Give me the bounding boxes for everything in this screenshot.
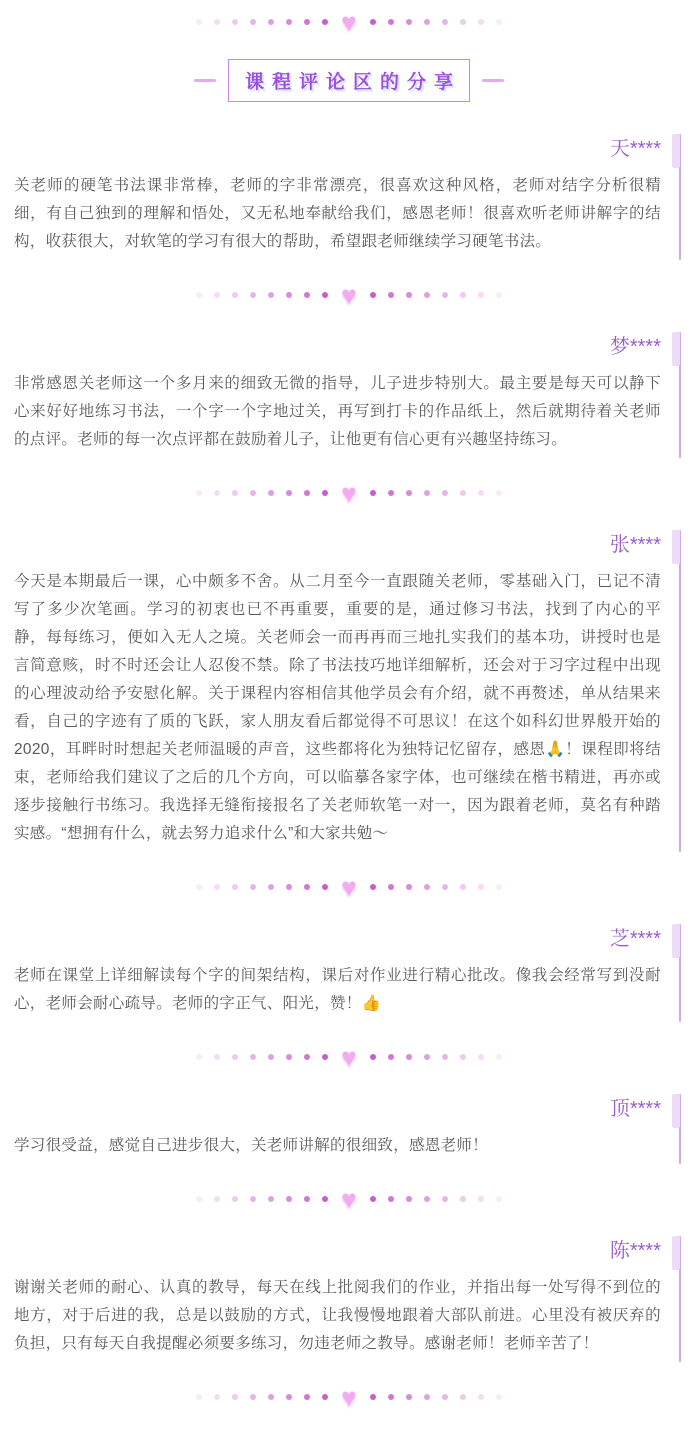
dot-icon <box>214 292 220 298</box>
dot-icon <box>268 884 274 890</box>
dot-icon <box>370 1054 376 1060</box>
dot-icon <box>286 1054 292 1060</box>
dots-heart-divider <box>0 1384 698 1410</box>
dot-icon <box>196 1196 202 1202</box>
dot-icon <box>322 490 328 496</box>
dot-icon <box>424 292 430 298</box>
comment-accent-line <box>679 530 681 852</box>
comment-accent-bar <box>672 332 680 366</box>
dot-icon <box>214 1394 220 1400</box>
dot-icon <box>322 1394 328 1400</box>
dot-icon <box>442 490 448 496</box>
dot-icon <box>460 1394 466 1400</box>
comment-accent-bar <box>672 134 680 168</box>
dot-icon <box>424 1394 430 1400</box>
dot-icon <box>478 490 484 496</box>
comment-item <box>0 1238 698 1358</box>
dot-icon <box>232 292 238 298</box>
dots-heart-divider <box>0 1186 698 1212</box>
dot-icon <box>286 1196 292 1202</box>
comment-text: 谢谢关老师的耐心、认真的教导，每天在线上批阅我们的作业，并指出每一处写得不到位的地方，对于后进的我，总是以鼓励的方式，让我慢慢地跟着大部队前进。心里没有被厌弃的负担，只有每天自我提醒必须要多练习，勿违老师之教导。感谢老师！老师辛苦了！ <box>14 1279 661 1352</box>
comment-item <box>0 532 698 848</box>
dot-icon <box>322 1196 328 1202</box>
dot-icon <box>442 292 448 298</box>
dot-icon <box>424 1054 430 1060</box>
comment-accent-bar <box>672 1236 680 1270</box>
dots-heart-divider <box>0 282 698 308</box>
dot-icon <box>250 292 256 298</box>
heart-icon: ♥ <box>341 872 357 902</box>
comment-item <box>0 334 698 454</box>
dot-icon <box>388 884 394 890</box>
dot-icon <box>388 292 394 298</box>
heart-icon: ♥ <box>341 7 357 37</box>
dot-icon <box>496 884 502 890</box>
dot-icon <box>214 19 220 25</box>
dot-icon <box>304 19 310 25</box>
dot-icon <box>250 1196 256 1202</box>
dot-icon <box>478 19 484 25</box>
dot-icon <box>442 884 448 890</box>
commenter-name: 梦**** <box>609 336 661 358</box>
dot-icon <box>304 884 310 890</box>
dot-icon <box>478 1394 484 1400</box>
dot-icon <box>406 490 412 496</box>
commenter-name: 张**** <box>609 534 661 556</box>
dot-icon <box>478 884 484 890</box>
dot-icon <box>496 1196 502 1202</box>
heart-icon: ♥ <box>341 1382 357 1412</box>
dot-icon <box>232 1054 238 1060</box>
dot-icon <box>322 292 328 298</box>
dot-icon <box>268 1196 274 1202</box>
dot-icon <box>214 1054 220 1060</box>
dot-icon <box>196 884 202 890</box>
dot-icon <box>196 19 202 25</box>
dot-icon <box>250 1394 256 1400</box>
comment-accent-bar <box>672 924 680 958</box>
dot-icon <box>214 884 220 890</box>
heart-icon: ♥ <box>341 280 357 310</box>
dot-icon <box>460 490 466 496</box>
dot-icon <box>232 884 238 890</box>
dot-icon <box>424 1196 430 1202</box>
comment-item <box>0 136 698 256</box>
dot-icon <box>460 292 466 298</box>
dot-icon <box>250 490 256 496</box>
heart-icon: ♥ <box>341 1184 357 1214</box>
dot-icon <box>478 292 484 298</box>
dot-icon <box>478 1196 484 1202</box>
dot-icon <box>496 1054 502 1060</box>
commenter-name: 陈**** <box>609 1240 661 1262</box>
comment-item <box>0 926 698 1018</box>
dot-icon <box>286 1394 292 1400</box>
dot-icon <box>214 1196 220 1202</box>
dot-icon <box>250 884 256 890</box>
dot-icon <box>388 19 394 25</box>
dot-icon <box>232 19 238 25</box>
commenter-name: 芝**** <box>609 928 661 950</box>
title-left-dash-icon <box>194 79 216 82</box>
dot-icon <box>388 490 394 496</box>
dot-icon <box>442 1196 448 1202</box>
dot-icon <box>250 19 256 25</box>
comment-text: 关老师的硬笔书法课非常棒，老师的字非常漂亮，很喜欢这种风格，老师对结字分析很精细，有自己独到的理解和悟处，又无私地奉献给我们，感恩老师！很喜欢听老师讲解字的结构，收获很大，对软笔的学习有很大的帮助，希望跟老师继续学习硬笔书法。 <box>14 177 661 250</box>
commenter-name: 天**** <box>609 138 661 160</box>
dot-icon <box>304 1054 310 1060</box>
dot-icon <box>442 19 448 25</box>
dot-icon <box>286 19 292 25</box>
dot-icon <box>424 884 430 890</box>
dot-icon <box>442 1054 448 1060</box>
dot-icon <box>496 19 502 25</box>
dot-icon <box>388 1394 394 1400</box>
dot-icon <box>286 884 292 890</box>
comment-text: 非常感恩关老师这一个多月来的细致无微的指导，儿子进步特别大。最主要是每天可以静下心来好好地练习书法，一个字一个字地过关，再写到打卡的作品纸上，然后就期待着关老师的点评。老师的每一次点评都在鼓励着儿子，让他更有信心更有兴趣坚持练习。 <box>14 375 661 448</box>
dot-icon <box>460 1054 466 1060</box>
dot-icon <box>460 19 466 25</box>
dot-icon <box>214 490 220 496</box>
dot-icon <box>268 490 274 496</box>
dot-icon <box>304 490 310 496</box>
section-title: 课程评论区的分享 <box>244 72 461 93</box>
dot-icon <box>304 1394 310 1400</box>
comment-accent-bar <box>672 1094 680 1128</box>
dot-icon <box>322 1054 328 1060</box>
dot-icon <box>370 490 376 496</box>
dot-icon <box>232 490 238 496</box>
dots-heart-divider <box>0 1044 698 1070</box>
dot-icon <box>268 19 274 25</box>
dot-icon <box>460 884 466 890</box>
dot-icon <box>322 884 328 890</box>
dot-icon <box>250 1054 256 1060</box>
dot-icon <box>232 1394 238 1400</box>
dot-icon <box>406 1054 412 1060</box>
dot-icon <box>496 292 502 298</box>
dot-icon <box>370 1394 376 1400</box>
comment-accent-bar <box>672 530 680 564</box>
comment-item <box>0 1096 698 1160</box>
dot-icon <box>406 1196 412 1202</box>
dot-icon <box>304 292 310 298</box>
dot-icon <box>478 1054 484 1060</box>
dot-icon <box>460 1196 466 1202</box>
heart-icon: ♥ <box>341 1042 357 1072</box>
dot-icon <box>424 19 430 25</box>
heart-icon: ♥ <box>341 478 357 508</box>
dot-icon <box>370 1196 376 1202</box>
dot-icon <box>406 292 412 298</box>
dot-icon <box>268 1054 274 1060</box>
dot-icon <box>496 1394 502 1400</box>
dot-icon <box>424 490 430 496</box>
dot-icon <box>268 292 274 298</box>
dots-heart-divider <box>0 480 698 506</box>
dot-icon <box>370 19 376 25</box>
dot-icon <box>406 19 412 25</box>
comment-text: 今天是本期最后一课，心中颇多不舍。从二月至今一直跟随关老师，零基础入门，已记不清写了多少次笔画。学习的初衷也已不再重要，重要的是，通过修习书法，找到了内心的平静，每每练习，便如入无人之境。关老师会一而再再而三地扎实我们的基本功，讲授时也是言简意赅，时不时还会让人忍俊不禁。除了书法技巧地详细解析，还会对于习字过程中出现的心理波动给予安慰化解。关于课程内容相信其他学员会有介绍，就不再赘述，单从结果来看，自己的字迹有了质的飞跃，家人朋友看后都觉得不可思议！在这个如科幻世界般开始的2020，耳畔时时想起关老师温暖的声音，这些都将化为独特记忆留存，感恩🙏！课程即将结束，老师给我们建议了之后的几个方向，可以临摹各家字体，也可继续在楷书精进，再亦或逐步接触行书练习。我选择无缝衔接报名了关老师软笔一对一，因为跟着老师，莫名有种踏实感。“想拥有什么，就去努力追求什么”和大家共勉～ <box>14 573 661 842</box>
section-title-box <box>228 59 470 102</box>
dot-icon <box>196 1054 202 1060</box>
comment-text: 老师在课堂上详细解读每个字的间架结构，课后对作业进行精心批改。像我会经常写到没耐心，老师会耐心疏导。老师的字正气、阳光，赞！👍 <box>14 967 661 1012</box>
dot-icon <box>286 292 292 298</box>
comment-text: 学习很受益，感觉自己进步很大，关老师讲解的很细致，感恩老师！ <box>14 1137 489 1154</box>
dot-icon <box>388 1054 394 1060</box>
dot-icon <box>196 1394 202 1400</box>
dot-icon <box>370 884 376 890</box>
dot-icon <box>304 1196 310 1202</box>
commenter-name: 顶**** <box>609 1098 661 1120</box>
dot-icon <box>196 292 202 298</box>
dots-heart-divider <box>0 874 698 900</box>
title-right-dash-icon <box>482 79 504 82</box>
section-title-row <box>0 59 698 102</box>
dot-icon <box>322 19 328 25</box>
dot-icon <box>442 1394 448 1400</box>
dot-icon <box>406 884 412 890</box>
dots-heart-divider <box>0 9 698 35</box>
dot-icon <box>388 1196 394 1202</box>
dot-icon <box>406 1394 412 1400</box>
dot-icon <box>496 490 502 496</box>
dot-icon <box>196 490 202 496</box>
dot-icon <box>286 490 292 496</box>
dot-icon <box>268 1394 274 1400</box>
dot-icon <box>232 1196 238 1202</box>
dot-icon <box>370 292 376 298</box>
